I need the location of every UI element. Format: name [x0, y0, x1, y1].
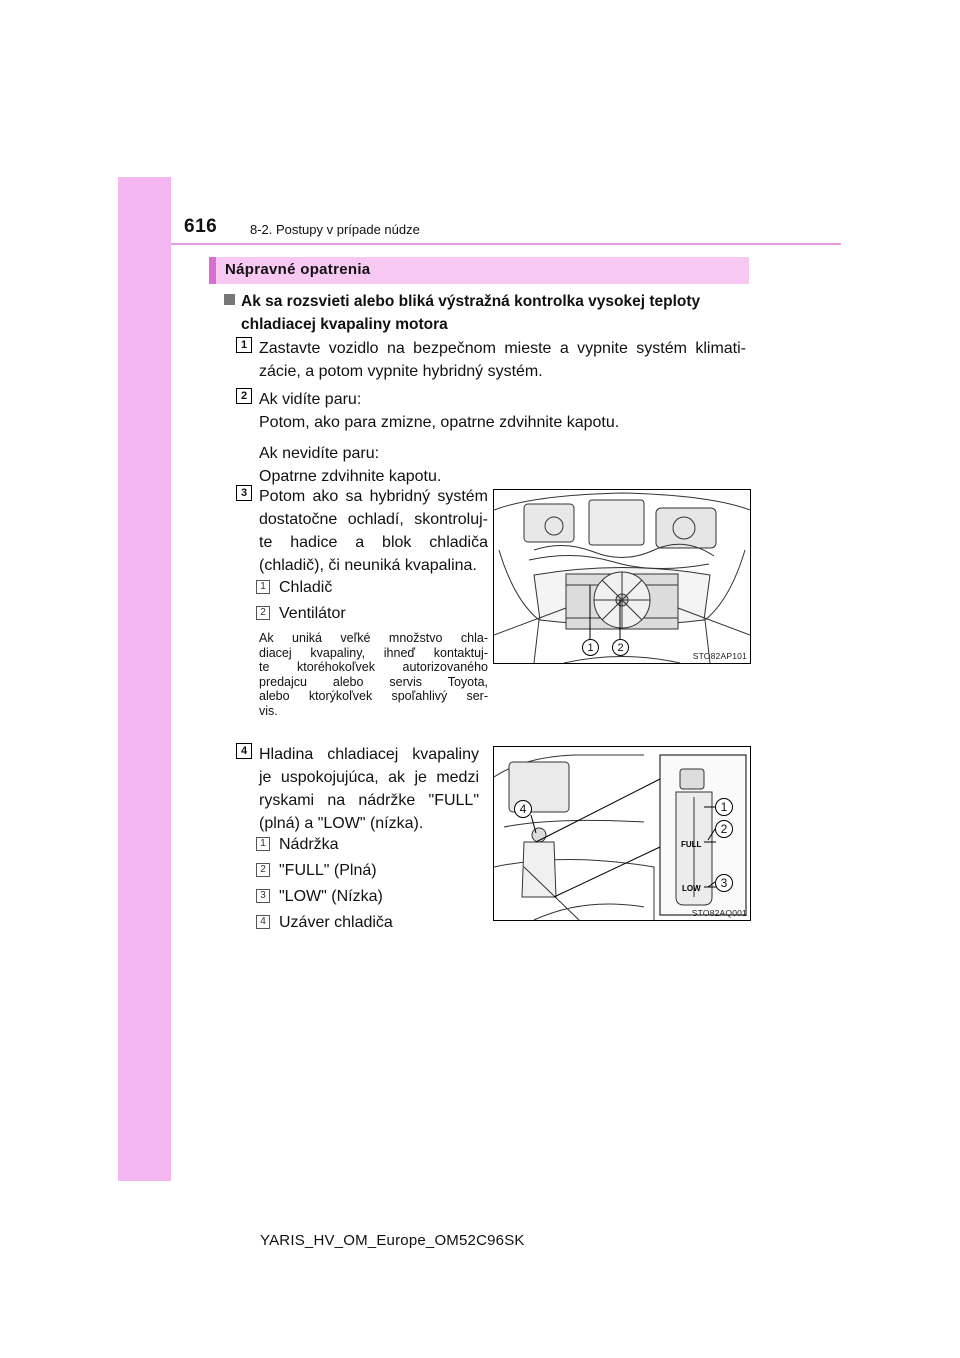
engine-bay-illustration	[494, 490, 750, 663]
callout-2-icon: 2	[612, 639, 629, 656]
heading-line-1: Ak sa rozsvieti alebo bliká výstražná kontrolka vysokej teploty	[241, 293, 701, 310]
callout-1-icon: 1	[582, 639, 599, 656]
heading-line-2: chladiacej kvapaliny motora	[241, 316, 448, 333]
step-4-line: (plná) a "LOW" (nízka).	[259, 815, 424, 832]
step-2-text	[259, 388, 619, 488]
header-rule	[171, 243, 841, 245]
item-full-mark: "FULL" (Plná)	[279, 862, 377, 879]
item-3-badge: 3	[256, 889, 270, 903]
step-1-line: zácie, a potom vypnite hybridný systém.	[259, 363, 543, 380]
step-4-line: Hladina chladiacej kvapaliny	[259, 746, 479, 763]
callout-2-icon: 2	[715, 820, 733, 838]
step-4-text	[259, 743, 479, 835]
item-2-badge: 2	[256, 863, 270, 877]
step-1-line: Zastavte vozidlo na bezpečnom mieste a vypnite systém klimati-	[259, 340, 746, 357]
step-2-line: Ak nevidíte paru:	[259, 445, 380, 462]
banner-title: Nápravné opatrenia	[225, 261, 371, 278]
item-2-badge: 2	[256, 606, 270, 620]
callout-3-icon: 3	[715, 874, 733, 892]
banner-accent-bar	[209, 257, 216, 284]
item-low-mark: "LOW" (Nízka)	[279, 888, 383, 905]
item-1-badge: 1	[256, 837, 270, 851]
callout-4-icon: 4	[514, 800, 532, 818]
document-footer: YARIS_HV_OM_Europe_OM52C96SK	[260, 1232, 525, 1249]
callout-1-icon: 1	[715, 798, 733, 816]
step-2-badge: 2	[236, 388, 252, 404]
section-banner	[209, 257, 749, 284]
figure-1-code: STO82AP101	[692, 651, 747, 661]
chapter-sidebar-tab	[118, 177, 171, 1181]
step-2-line: Potom, ako para zmizne, opatrne zdvihnite kapotu.	[259, 414, 620, 431]
figure-coolant-reservoir	[493, 746, 751, 921]
figure-2-code: STO82AQ001	[691, 908, 747, 918]
warning-heading	[224, 290, 746, 336]
section-title: 8-2. Postupy v prípade núdze	[250, 222, 420, 237]
step-3-line: Potom ako sa hybridný systém	[259, 488, 488, 505]
step-1-text	[259, 337, 746, 383]
item-1-badge: 1	[256, 580, 270, 594]
step-3-text	[259, 485, 488, 577]
page-number: 616	[184, 216, 218, 237]
item-fan: Ventilátor	[279, 605, 346, 622]
step-4-line: ryskami na nádržke "FULL"	[259, 792, 479, 809]
item-4-badge: 4	[256, 915, 270, 929]
full-mark-text: FULL	[681, 840, 702, 849]
item-radiator-cap: Uzáver chladiča	[279, 914, 393, 931]
reservoir-illustration	[494, 747, 750, 920]
note-line: vis.	[259, 703, 278, 718]
note-line: te ktoréhokoľvek autorizovaného	[259, 660, 488, 675]
step-2-line: Opatrne zdvihnite kapotu.	[259, 468, 442, 485]
note-line: predajcu alebo servis Toyota,	[259, 674, 488, 689]
low-mark-text: LOW	[682, 884, 701, 893]
step-2-line: Ak vidíte paru:	[259, 391, 362, 408]
item-radiator: Chladič	[279, 579, 333, 596]
step-3-line: (chladič), či neuniká kvapalina.	[259, 557, 477, 574]
note-line: alebo ktorýkoľvek spoľahlivý ser-	[259, 689, 488, 704]
item-reservoir: Nádržka	[279, 836, 339, 853]
square-bullet-icon	[224, 294, 235, 305]
note-line: diacej kvapaliny, ihneď kontaktuj-	[259, 645, 488, 660]
step-4-line: je uspokojujúca, ak je medzi	[259, 769, 479, 786]
leak-note	[259, 631, 488, 719]
note-line: Ak uniká veľké množstvo chla-	[259, 631, 488, 645]
step-3-badge: 3	[236, 485, 252, 501]
figure-engine-bay	[493, 489, 751, 664]
step-3-line: te hadice a blok chladiča	[259, 534, 488, 551]
step-3-line: dostatočne ochladí, skontroluj-	[259, 511, 488, 528]
step-1-badge: 1	[236, 337, 252, 353]
step-4-badge: 4	[236, 743, 252, 759]
